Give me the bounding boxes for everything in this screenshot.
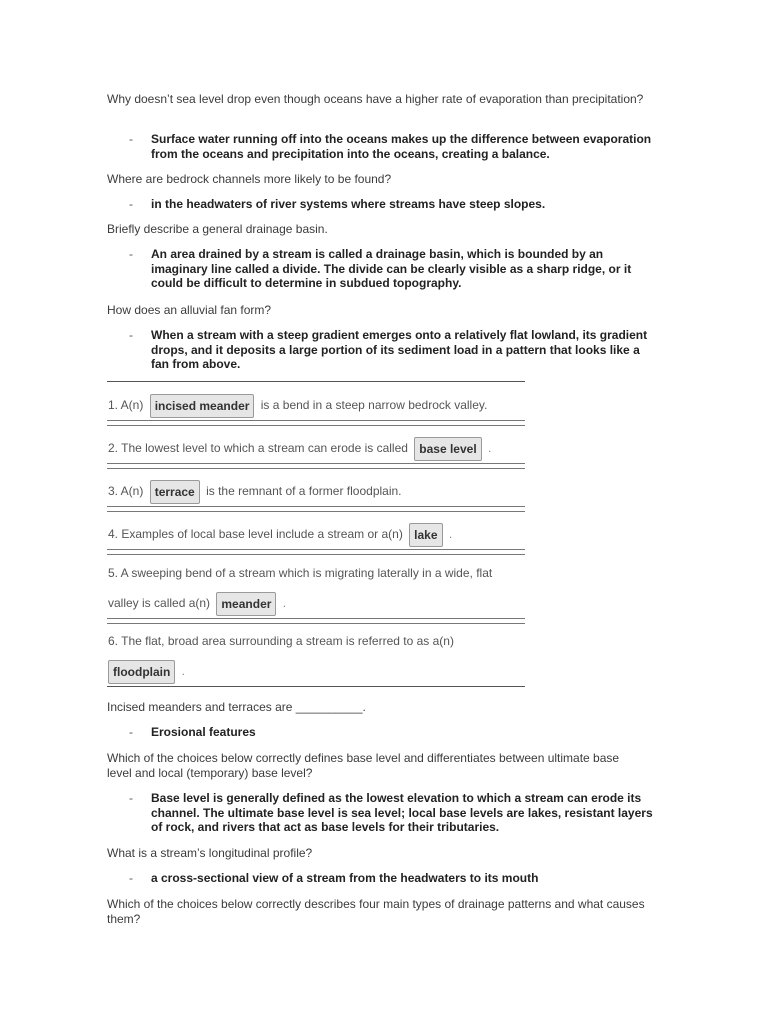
fill-text: is a bend in a steep narrow bedrock valley. [260,398,488,413]
fill-item-1 [108,394,487,418]
question-8: Which of the choices below correctly describes four main types of drainage patterns and what causes them? [107,897,645,926]
bullet-dash: - [129,725,133,739]
answer-box[interactable]: lake [409,523,442,547]
bullet-dash: - [129,132,133,146]
divider [107,554,525,555]
divider [107,425,525,426]
answer-text: Erosional features [151,725,256,739]
fill-text: valley is called a(n) [108,596,211,611]
answer-text: When a stream with a steep gradient emerges onto a relatively flat lowland, its gradient drops, and it deposits a large portion of its sediment load in a pattern that looks like a fan from above. [151,328,648,371]
answer-box[interactable]: incised meander [150,394,255,418]
question-3: Briefly describe a general drainage basin. [107,222,328,236]
fill-item-5-line1: 5. A sweeping bend of a stream which is migrating laterally in a wide, flat [108,566,493,580]
answer-box[interactable]: meander [216,592,276,616]
answer-box[interactable]: terrace [150,480,200,504]
fill-item-4 [108,523,452,547]
question-1: Why doesn’t sea level drop even though oceans have a higher rate of evaporation than precipitation? [107,92,644,106]
answer-text: An area drained by a stream is called a drainage basin, which is bounded by an imaginary line called a divide. The divide can be clearly visible as a sharp ridge, or it could be difficult to determine in subdued topography. [151,247,632,290]
bullet-dash: - [129,871,133,885]
question-6: Which of the choices below correctly defines base level and differentiates between ultimate base level and local (temporary) base level? [107,751,620,780]
fill-item-6-line1: 6. The flat, broad area surrounding a stream is referred to as a(n) [108,634,454,648]
bullet-dash: - [129,197,133,211]
divider [107,686,525,687]
fill-item-2 [108,437,491,461]
fill-item-5 [108,592,286,616]
fill-text: 3. A(n) [108,484,144,499]
question-2: Where are bedrock channels more likely to be found? [107,172,392,186]
divider [107,420,525,421]
divider [107,463,525,464]
answer-box[interactable]: floodplain [108,660,175,684]
divider [107,468,525,469]
divider [107,549,525,550]
fill-text: . [282,596,287,611]
fill-text: 2. The lowest level to which a stream can erode is called [108,441,408,456]
answer-text: a cross-sectional view of a stream from the headwaters to its mouth [151,871,539,885]
fill-text: is the remnant of a former floodplain. [206,484,402,499]
question-7: What is a stream’s longitudinal profile? [107,846,313,860]
divider [107,381,525,382]
question-5: Incised meanders and terraces are __________. [107,700,366,714]
divider [107,511,525,512]
fill-text: 4. Examples of local base level include a stream or a(n) [108,527,403,542]
bullet-dash: - [129,247,133,261]
divider [107,506,525,507]
fill-item-6 [106,660,185,684]
answer-text: in the headwaters of river systems where streams have steep slopes. [151,197,546,211]
bullet-dash: - [129,791,133,805]
fill-text: . [488,441,492,456]
answer-box[interactable]: base level [414,437,481,461]
fill-text: 1. A(n) [108,398,144,413]
bullet-dash: - [129,328,133,342]
fill-text: . [448,527,453,542]
divider [107,623,525,624]
answer-text: Base level is generally defined as the lowest elevation to which a stream can erode its channel. The ultimate base level is sea level; local base levels are lakes, resistant layers of rock, and rivers that act as base levels for their tributaries. [151,791,653,834]
answer-text: Surface water running off into the oceans makes up the difference between evaporation from the oceans and precipitation into the oceans, creating a balance. [151,132,652,161]
fill-item-3 [108,480,402,504]
divider [107,618,525,619]
question-4: How does an alluvial fan form? [107,303,272,317]
fill-text: . [181,664,186,679]
